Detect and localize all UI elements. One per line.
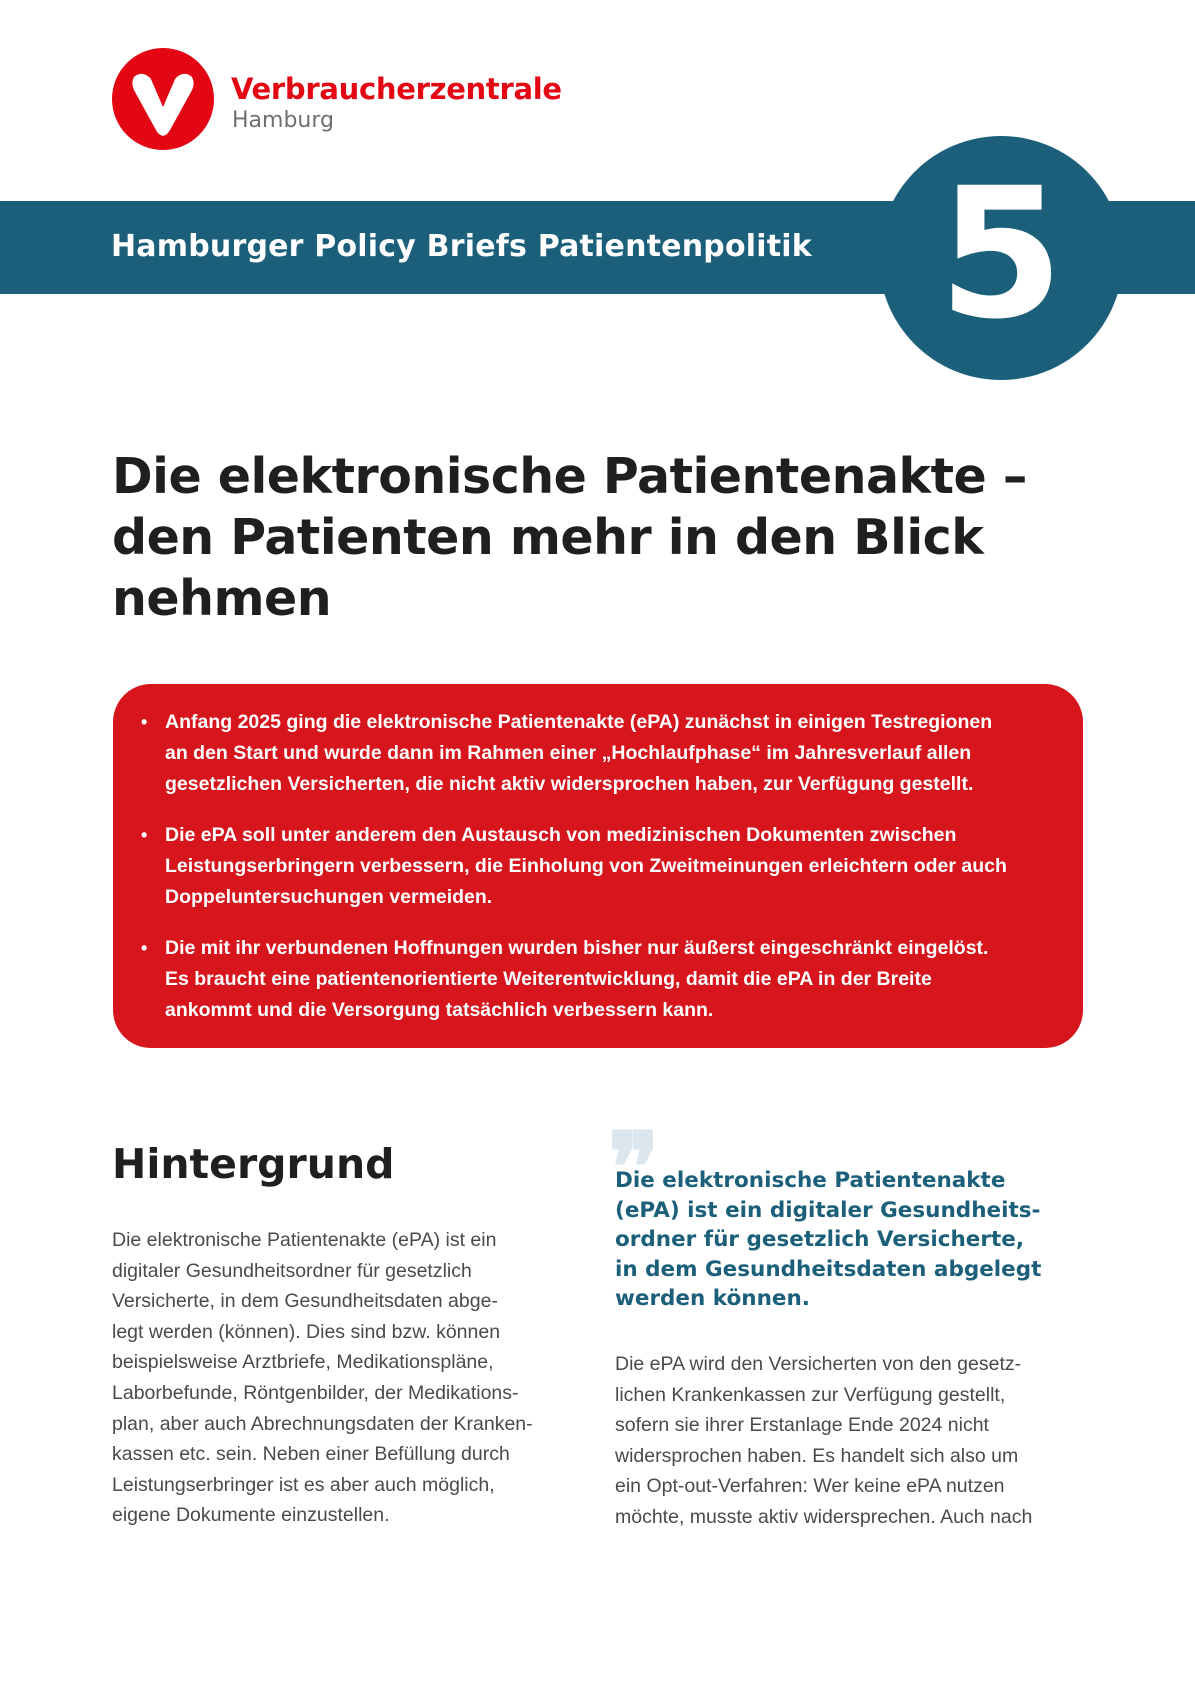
bullet-icon: • — [141, 712, 148, 732]
summary-item — [139, 820, 1053, 913]
summary-line: gesetzlichen Versicherten, die nicht aktiv widersprochen haben, zur Verfügung gestellt. — [165, 773, 974, 795]
text-line: Die ePA wird den Versicherten von den gesetz- — [615, 1353, 1022, 1375]
text-line: ein Opt-out-Verfahren: Wer keine ePA nutzen — [615, 1475, 1005, 1498]
summary-line: ankommt und die Versorgung tatsächlich verbessern kann. — [165, 999, 714, 1021]
text-line: Versicherte, in dem Gesundheitsdaten abge- — [112, 1290, 498, 1313]
text-line: möchte, musste aktiv widersprechen. Auch nach — [615, 1505, 1033, 1528]
quote-icon: ❞ — [608, 1111, 660, 1224]
text-line: beispielsweise Arztbriefe, Medikationspläne, — [112, 1351, 494, 1374]
text-line: digitaler Gesundheitsordner für gesetzlich — [112, 1259, 472, 1282]
bullet-icon: • — [141, 825, 148, 845]
summary-line: Die mit ihr verbundenen Hoffnungen wurden bisher nur äußerst eingeschränkt eingelöst. — [165, 937, 989, 959]
org-city: Hamburg — [232, 108, 334, 133]
background-paragraph — [112, 1225, 582, 1531]
summary-list — [139, 707, 1053, 1026]
summary-line: an den Start und wurde dann im Rahmen einer „Hochlaufphase“ im Jahresverlauf allen — [165, 742, 972, 764]
title-line: den Patienten mehr in den Blick — [112, 509, 984, 566]
summary-line: Es braucht eine patientenorientierte Weiterentwicklung, damit die ePA in der Breite — [165, 968, 932, 990]
quote-line: (ePA) ist ein digitaler Gesundheits- — [615, 1197, 1041, 1223]
summary-line: Die ePA soll unter anderem den Austausch von medizinischen Dokumenten zwischen — [165, 824, 957, 846]
right-paragraph — [615, 1349, 1095, 1533]
summary-item — [139, 933, 1053, 1026]
text-line: Laborbefunde, Röntgenbilder, der Medikations- — [112, 1381, 519, 1404]
text-line: legt werden (können). Dies sind bzw. können — [112, 1320, 501, 1343]
text-line: Leistungserbringer ist es aber auch möglich, — [112, 1473, 495, 1496]
page-title — [112, 446, 1092, 629]
summary-item — [139, 707, 1053, 800]
bullet-icon: • — [141, 938, 148, 958]
issue-number: 5 — [938, 150, 1064, 359]
summary-box — [113, 684, 1083, 1048]
summary-line: Doppeluntersuchungen vermeiden. — [165, 886, 493, 908]
verbraucherzentrale-logo — [112, 48, 214, 150]
text-line: kassen etc. sein. Neben einer Befüllung durch — [112, 1443, 510, 1466]
summary-line: Anfang 2025 ging die elektronische Patientenakte (ePA) zunächst in einigen Testregionen — [165, 711, 993, 733]
quote-line: in dem Gesundheitsdaten abgelegt — [615, 1256, 1042, 1282]
text-line: sofern sie ihrer Erstanlage Ende 2024 nicht — [615, 1414, 989, 1437]
text-line: plan, aber auch Abrechnungsdaten der Kranken- — [112, 1412, 533, 1435]
issue-number-badge — [879, 136, 1123, 380]
quote-line: Die elektronische Patientenakte — [615, 1168, 1006, 1193]
text-line: widersprochen haben. Es handelt sich also um — [615, 1444, 1019, 1467]
title-line: Die elektronische Patientenakte – — [112, 448, 1027, 505]
org-name: Verbraucherzentrale — [231, 72, 562, 106]
quote-line: ordner für gesetzlich Versicherte, — [615, 1227, 1024, 1253]
section-heading: Hintergrund — [112, 1140, 395, 1188]
summary-line: Leistungserbringern verbessern, die Einholung von Zweitmeinungen erleichtern oder auch — [165, 855, 1007, 877]
title-line: nehmen — [112, 570, 332, 627]
text-line: Die elektronische Patientenakte (ePA) ist ein — [112, 1229, 497, 1251]
text-line: eigene Dokumente einzustellen. — [112, 1504, 390, 1527]
text-line: lichen Krankenkassen zur Verfügung gestellt, — [615, 1383, 1006, 1406]
series-title: Hamburger Policy Briefs Patientenpolitik — [111, 229, 812, 264]
quote-line: werden können. — [615, 1286, 810, 1312]
pull-quote — [615, 1166, 1045, 1314]
